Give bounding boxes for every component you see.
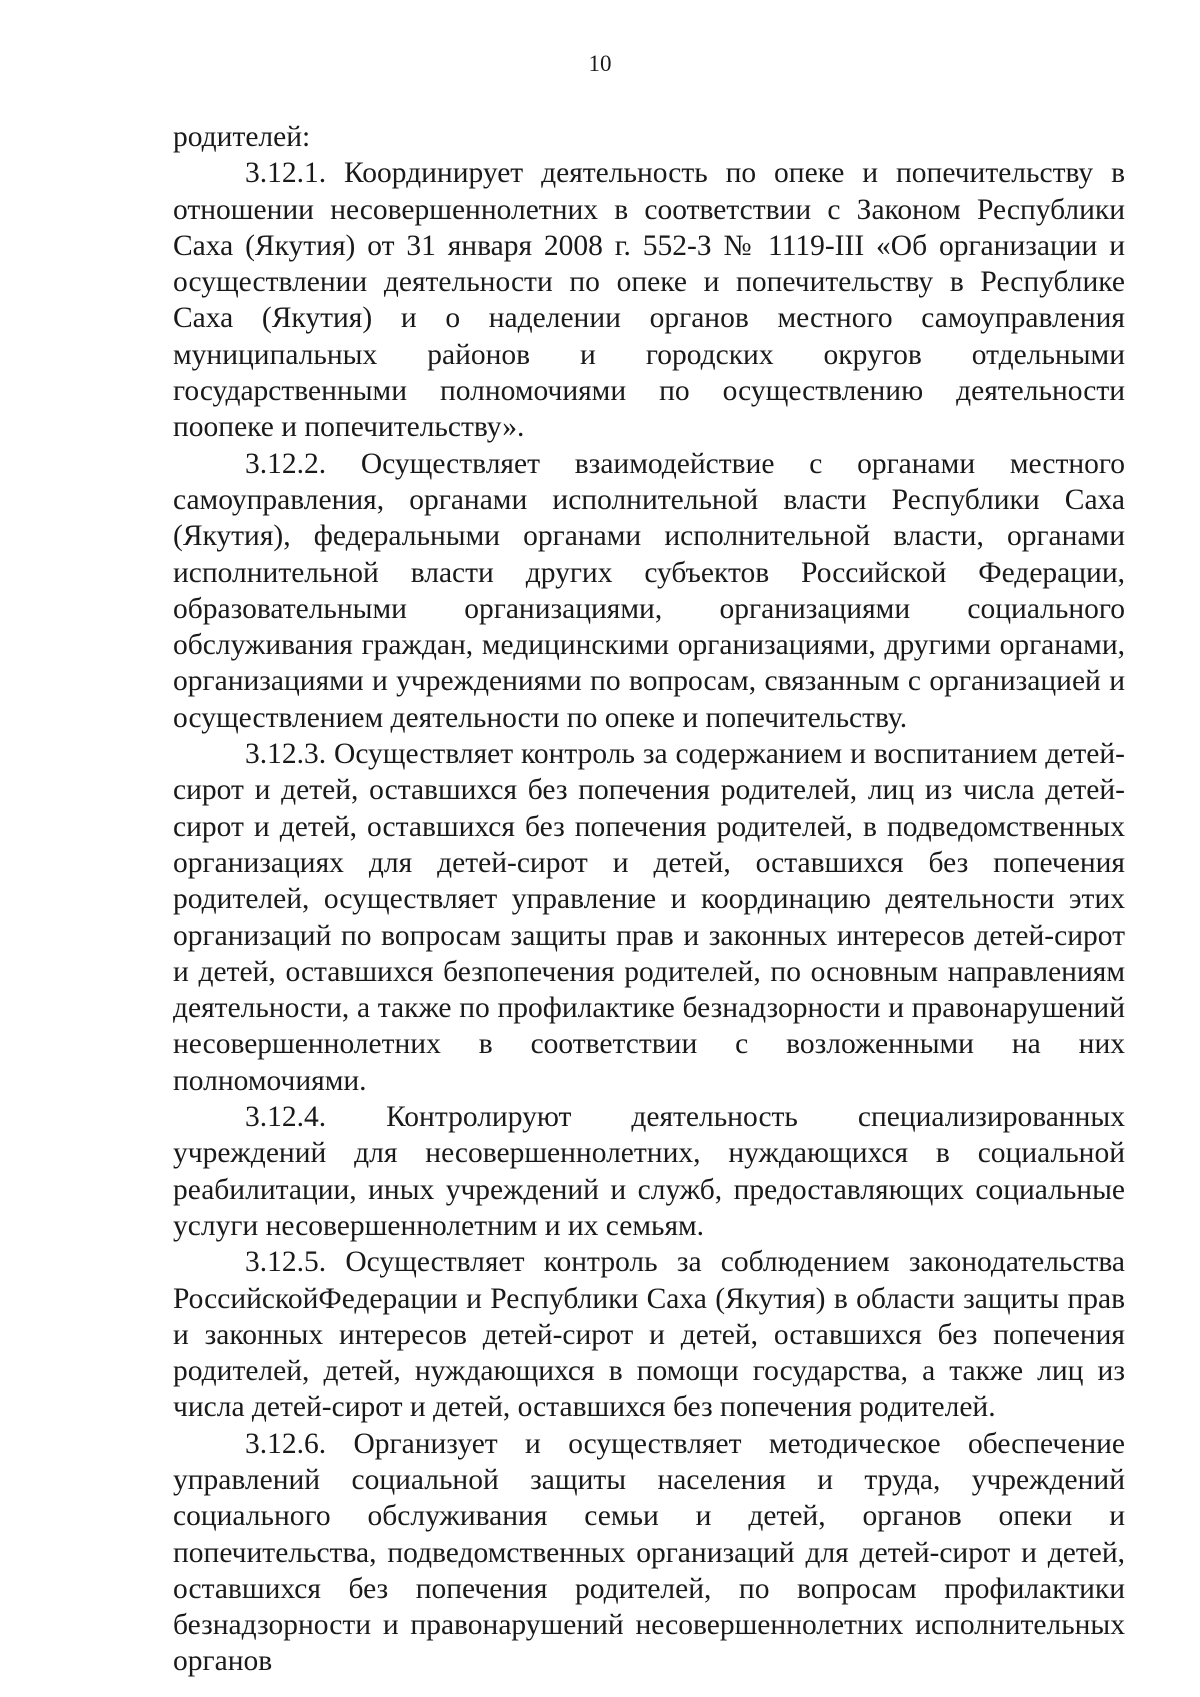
paragraph-3-12-3: 3.12.3. Осуществляет контроль за содержанием и воспитанием детей-сирот и детей, оставшихся без попечения родителей, лиц из числа детей-сирот и детей, оставшихся без попечения родителей, в подведомственных организациях для детей-сирот и детей, оставшихся без попечения родителей, осуществляет управление и координацию деятельности этих организаций по вопросам защиты прав и законных интересов детей-сирот и детей, оставшихся безпопечения родителей, по основным направлениям деятельности, а также по профилактике безнадзорности и правонарушений несовершеннолетних в соответствии с возложенными на них полномочиями. [173,738,1125,1097]
document-body [173,119,1125,1680]
paragraph-3-12-1: 3.12.1. Координирует деятельность по опеке и попечительству в отношении несовершеннолетних в соответствии с Законом Республики Саха (Якутия) от 31 января 2008 г. 552-З № 1119-III «Об организации и осуществлении деятельности по опеке и попечительству в Республике Саха (Якутия) и о наделении органов местного самоуправления муниципальных районов и городских округов отдельными государственными полномочиями по осуществлению деятельности поопеке и попечительству». [173,157,1125,444]
paragraph-3-12-4: 3.12.4. Контролируют деятельность специализированных учреждений для несовершеннолетних, нуждающихся в социальной реабилитации, иных учреждений и служб, предоставляющих социальные услуги несовершеннолетним и их семьям. [173,1101,1125,1242]
paragraph-3-12-6: 3.12.6. Организует и осуществляет методическое обеспечение управлений социальной защиты населения и труда, учреждений социального обслуживания семьи и детей, органов опеки и попечительства, подведомственных организаций для детей-сирот и детей, оставшихся без попечения родителей, по вопросам профилактики безнадзорности и правонарушений несовершеннолетних исполнительных органов [173,1427,1125,1678]
paragraph-3-12-2: 3.12.2. Осуществляет взаимодействие с органами местного самоуправления, органами исполнительной власти Республики Саха (Якутия), федеральными органами исполнительной власти, органами исполнительной власти других субъектов Российской Федерации, образовательными организациями, организациями социального обслуживания граждан, медицинскими организациями, другими органами, организациями и учреждениями по вопросам, связанным с организацией и осуществлением деятельности по опеке и попечительству. [173,447,1125,734]
page-number: 10 [588,51,612,76]
paragraph-3-12-5: 3.12.5. Осуществляет контроль за соблюдением законодательства РоссийскойФедерации и Республики Саха (Якутия) в области защиты прав и законных интересов детей-сирот и детей, оставшихся без попечения родителей, детей, нуждающихся в помощи государства, а также лиц из числа детей-сирот и детей, оставшихся без попечения родителей. [173,1246,1125,1424]
paragraph-continuation: родителей: [173,121,311,153]
